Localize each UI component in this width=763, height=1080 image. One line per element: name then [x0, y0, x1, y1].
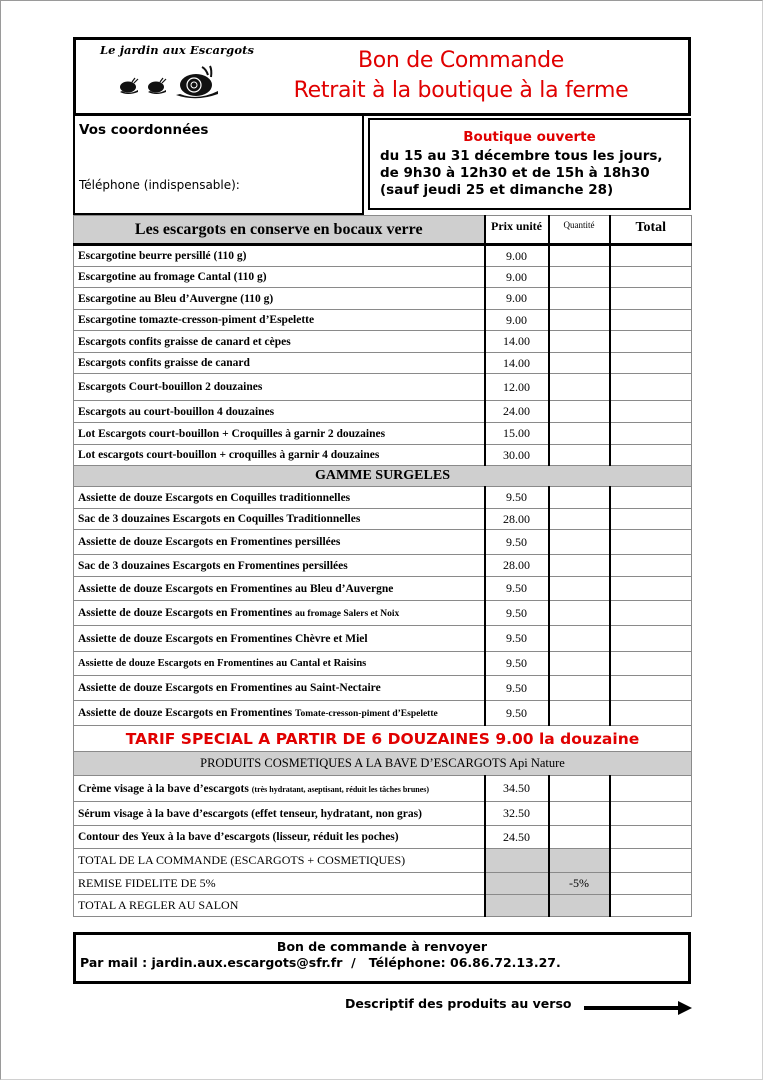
table-row — [74, 826, 692, 849]
product-name — [74, 353, 485, 374]
totals-row — [74, 873, 692, 895]
quantity-input[interactable] — [549, 701, 610, 726]
line-total-cell[interactable] — [610, 423, 692, 445]
unit-price: 24.50 — [485, 826, 549, 849]
unit-price: 9.50 — [485, 577, 549, 601]
header-quantity: Quantité — [549, 216, 610, 245]
table-row — [74, 577, 692, 601]
unit-price: 9.00 — [485, 245, 549, 267]
line-total-cell[interactable] — [610, 310, 692, 331]
totals-value-cell[interactable] — [610, 873, 692, 895]
header-product: Les escargots en conserve en bocaux verre — [74, 216, 485, 245]
hours-lines — [380, 148, 663, 199]
table-row — [74, 310, 692, 331]
product-name — [74, 626, 485, 652]
unit-price: 9.00 — [485, 267, 549, 288]
table-row — [74, 509, 692, 530]
unit-price: 12.00 — [485, 374, 549, 401]
quantity-input[interactable] — [549, 331, 610, 353]
product-label: Assiette de douze Escargots en Fromentines au Saint-Nectaire — [78, 682, 381, 694]
quantity-input[interactable] — [549, 509, 610, 530]
table-row — [74, 676, 692, 701]
line-total-cell[interactable] — [610, 245, 692, 267]
product-label: Escargots Court-bouillon 2 douzaines — [78, 381, 263, 393]
quantity-input[interactable] — [549, 802, 610, 826]
product-name — [74, 445, 485, 466]
line-total-cell[interactable] — [610, 331, 692, 353]
quantity-input[interactable] — [549, 530, 610, 555]
quantity-input[interactable] — [549, 445, 610, 466]
tarif-special-row — [74, 726, 692, 752]
brand-name: Le jardin aux Escargots — [100, 43, 255, 57]
product-name — [74, 245, 485, 267]
totals-row — [74, 849, 692, 873]
discount-cell — [549, 895, 610, 917]
surgeles-section — [74, 487, 692, 726]
unit-price: 9.50 — [485, 487, 549, 509]
hours-line: (sauf jeudi 25 et dimanche 28) — [380, 182, 614, 198]
conserves-section — [74, 245, 692, 466]
totals-label: TOTAL DE LA COMMANDE (ESCARGOTS + COSMETIQUES) — [74, 849, 485, 873]
table-row — [74, 530, 692, 555]
line-total-cell[interactable] — [610, 626, 692, 652]
line-total-cell[interactable] — [610, 776, 692, 802]
line-total-cell[interactable] — [610, 353, 692, 374]
table-row — [74, 288, 692, 310]
table-row — [74, 701, 692, 726]
quantity-input[interactable] — [549, 487, 610, 509]
unit-price: 9.50 — [485, 676, 549, 701]
totals-label: TOTAL A REGLER AU SALON — [74, 895, 485, 917]
totals-row — [74, 895, 692, 917]
product-label: Assiette de douze Escargots en Fromentines — [78, 607, 295, 619]
product-name — [74, 423, 485, 445]
greyed-price-cell — [485, 895, 549, 917]
product-label: Escargots au court-bouillon 4 douzaines — [78, 405, 275, 418]
tarif-special-text: TARIF SPECIAL A PARTIR DE 6 DOUZAINES 9.00 la douzaine — [74, 726, 692, 752]
line-total-cell[interactable] — [610, 288, 692, 310]
unit-price: 14.00 — [485, 331, 549, 353]
product-label: Assiette de douze Escargots en Fromentines Chèvre et Miel — [78, 632, 368, 645]
quantity-input[interactable] — [549, 374, 610, 401]
quantity-input[interactable] — [549, 626, 610, 652]
product-name — [74, 776, 485, 802]
unit-price: 34.50 — [485, 776, 549, 802]
quantity-input[interactable] — [549, 310, 610, 331]
unit-price: 28.00 — [485, 509, 549, 530]
line-total-cell[interactable] — [610, 509, 692, 530]
table-row — [74, 401, 692, 423]
unit-price: 30.00 — [485, 445, 549, 466]
quantity-input[interactable] — [549, 577, 610, 601]
header-box — [73, 37, 691, 116]
hours-title: Boutique ouverte — [463, 129, 596, 145]
product-name — [74, 331, 485, 353]
line-total-cell[interactable] — [610, 676, 692, 701]
product-label: Escargots confits graisse de canard — [78, 357, 250, 369]
quantity-input[interactable] — [549, 652, 610, 676]
table-row — [74, 245, 692, 267]
coordinates-box[interactable] — [73, 116, 364, 215]
product-label: Escargotine tomazte-cresson-piment d’Espelette — [78, 314, 315, 326]
product-name — [74, 509, 485, 530]
arrow-right-icon — [584, 1001, 692, 1015]
title-line-1: Bon de Commande — [357, 48, 565, 73]
totals-section — [74, 849, 692, 917]
product-label: Escargots confits graisse de canard et cèpes — [78, 335, 291, 348]
footer-contact-line[interactable]: Par mail : jardin.aux.escargots@sfr.fr / Téléphone: 06.86.72.13.27. — [80, 955, 561, 970]
table-header-row — [74, 216, 692, 245]
product-name — [74, 601, 485, 626]
line-total-cell[interactable] — [610, 445, 692, 466]
table-row — [74, 555, 692, 577]
unit-price: 9.50 — [485, 601, 549, 626]
line-total-cell[interactable] — [610, 802, 692, 826]
table-row — [74, 445, 692, 466]
unit-price: 9.50 — [485, 530, 549, 555]
table-row — [74, 802, 692, 826]
table-row — [74, 267, 692, 288]
product-label-detail: (très hydratant, aseptisant, réduit les tâches brunes) — [251, 784, 430, 794]
product-name — [74, 267, 485, 288]
product-label: Assiette de douze Escargots en Fromentines au Cantal et Raisins — [78, 658, 367, 669]
line-total-cell[interactable] — [610, 530, 692, 555]
table-row — [74, 374, 692, 401]
section-header-cosmetics — [74, 752, 692, 776]
product-label: Assiette de douze Escargots en Fromentines — [78, 707, 295, 719]
product-name — [74, 555, 485, 577]
table-row — [74, 626, 692, 652]
unit-price: 32.50 — [485, 802, 549, 826]
line-total-cell[interactable] — [610, 601, 692, 626]
unit-price: 9.00 — [485, 310, 549, 331]
quantity-input[interactable] — [549, 601, 610, 626]
order-table — [73, 215, 692, 917]
line-total-cell[interactable] — [610, 487, 692, 509]
footer-contact-box — [73, 932, 691, 984]
product-name — [74, 577, 485, 601]
product-name — [74, 802, 485, 826]
quantity-input[interactable] — [549, 353, 610, 374]
quantity-input[interactable] — [549, 423, 610, 445]
quantity-input[interactable] — [549, 267, 610, 288]
table-row — [74, 331, 692, 353]
product-name — [74, 401, 485, 423]
quantity-input[interactable] — [549, 776, 610, 802]
unit-price: 9.00 — [485, 288, 549, 310]
line-total-cell[interactable] — [610, 826, 692, 849]
product-label-detail: Tomate-cresson-piment d’Espelette — [294, 709, 438, 719]
product-name — [74, 652, 485, 676]
discount-cell — [549, 849, 610, 873]
product-label: Assiette de douze Escargots en Fromentines au Bleu d’Auvergne — [78, 582, 394, 595]
line-total-cell[interactable] — [610, 267, 692, 288]
header-price: Prix unité — [485, 216, 549, 245]
unit-price: 14.00 — [485, 353, 549, 374]
totals-value-cell[interactable] — [610, 895, 692, 917]
product-label: Lot Escargots court-bouillon + Croquilles à garnir 2 douzaines — [78, 427, 386, 440]
table-row — [74, 776, 692, 802]
quantity-input[interactable] — [549, 288, 610, 310]
unit-price: 9.50 — [485, 626, 549, 652]
product-name — [74, 288, 485, 310]
product-label: Escargotine au fromage Cantal (110 g) — [78, 271, 267, 283]
product-name — [74, 310, 485, 331]
product-label-detail: au fromage Salers et Noix — [294, 609, 400, 619]
section-header-surgeles — [74, 466, 692, 487]
discount-cell: -5% — [549, 873, 610, 895]
phone-label: Téléphone (indispensable): — [79, 178, 240, 192]
product-label: Sac de 3 douzaines Escargots en Coquilles Traditionnelles — [78, 513, 361, 525]
line-total-cell[interactable] — [610, 555, 692, 577]
hours-line: du 15 au 31 décembre tous les jours, — [380, 148, 663, 164]
product-label: Sérum visage à la bave d’escargots (effet tenseur, hydratant, non gras) — [78, 807, 422, 820]
product-label: Lot escargots court-bouillon + croquilles à garnir 4 douzaines — [78, 449, 380, 461]
quantity-input[interactable] — [549, 555, 610, 577]
product-label: Assiette de douze Escargots en Fromentines persillées — [78, 536, 341, 548]
line-total-cell[interactable] — [610, 374, 692, 401]
line-total-cell[interactable] — [610, 701, 692, 726]
product-label: Contour des Yeux à la bave d’escargots (lisseur, réduit les poches) — [78, 831, 399, 843]
quantity-input[interactable] — [549, 245, 610, 267]
table-row — [74, 353, 692, 374]
unit-price: 24.00 — [485, 401, 549, 423]
page-title — [276, 46, 646, 106]
product-name — [74, 530, 485, 555]
product-label: Crème visage à la bave d’escargots — [78, 782, 252, 795]
verso-note: Descriptif des produits au verso — [345, 996, 572, 1011]
title-line-2: Retrait à la boutique à la ferme — [293, 78, 629, 103]
line-total-cell[interactable] — [610, 652, 692, 676]
line-total-cell[interactable] — [610, 401, 692, 423]
product-name — [74, 676, 485, 701]
quantity-input[interactable] — [549, 826, 610, 849]
totals-label: REMISE FIDELITE DE 5% — [74, 873, 485, 895]
product-label: Escargotine beurre persillé (110 g) — [78, 250, 247, 262]
product-name — [74, 701, 485, 726]
section-title: PRODUITS COSMETIQUES A LA BAVE D’ESCARGOTS Api Nature — [74, 752, 692, 776]
header-total: Total — [610, 216, 692, 245]
quantity-input[interactable] — [549, 401, 610, 423]
snails-logo-icon — [116, 65, 226, 101]
hours-line: de 9h30 à 12h30 et de 15h à 18h30 — [380, 165, 650, 181]
greyed-price-cell — [485, 849, 549, 873]
totals-value-cell[interactable] — [610, 849, 692, 873]
table-row — [74, 487, 692, 509]
opening-hours-box — [368, 118, 691, 210]
line-total-cell[interactable] — [610, 577, 692, 601]
product-name — [74, 826, 485, 849]
table-row — [74, 423, 692, 445]
section-title: GAMME SURGELES — [74, 466, 692, 487]
unit-price: 9.50 — [485, 652, 549, 676]
unit-price: 9.50 — [485, 701, 549, 726]
table-row — [74, 652, 692, 676]
unit-price: 15.00 — [485, 423, 549, 445]
product-label: Sac de 3 douzaines Escargots en Fromentines persillées — [78, 559, 348, 572]
product-name — [74, 374, 485, 401]
unit-price: 28.00 — [485, 555, 549, 577]
table-row — [74, 601, 692, 626]
coordinates-title: Vos coordonnées — [79, 122, 209, 138]
quantity-input[interactable] — [549, 676, 610, 701]
product-label: Assiette de douze Escargots en Coquilles traditionnelles — [78, 491, 351, 504]
greyed-price-cell — [485, 873, 549, 895]
product-label: Escargotine au Bleu d’Auvergne (110 g) — [78, 292, 274, 305]
footer-title: Bon de commande à renvoyer — [276, 939, 488, 954]
cosmetics-section — [74, 776, 692, 849]
product-name — [74, 487, 485, 509]
